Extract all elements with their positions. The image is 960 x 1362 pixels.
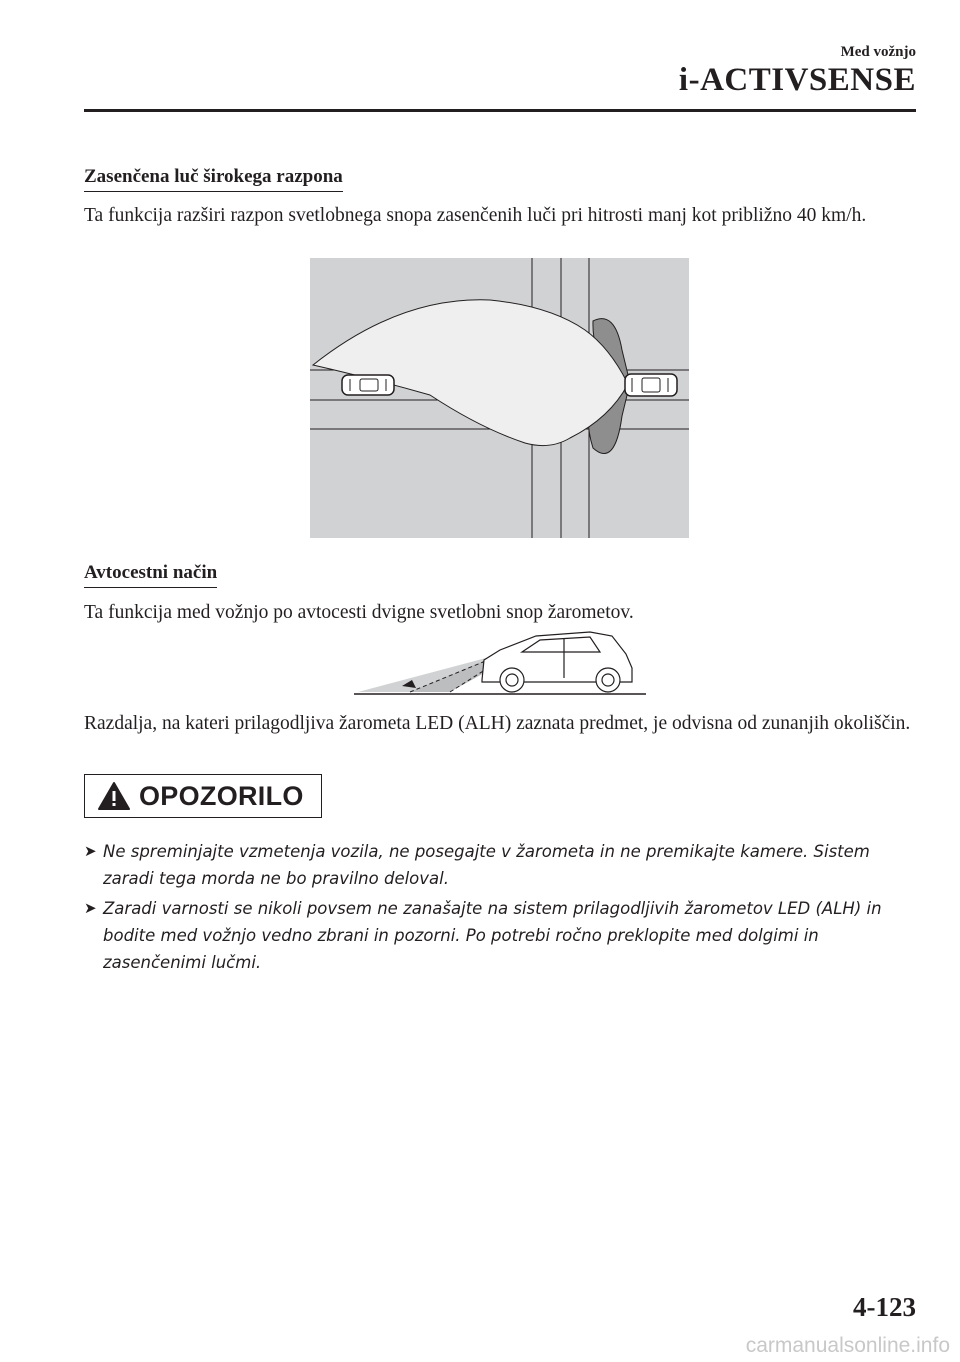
page-number: 4-123 (853, 1292, 916, 1322)
header-section-label: Med vožnjo (840, 44, 916, 60)
car-right-icon (625, 374, 677, 396)
car-left-icon (342, 375, 394, 395)
paragraph-wide-low-beam: Ta funkcija razširi razpon svetlobnega snopa zasenčenih luči pri hitrosti manj kot približno 40 km/h. (84, 205, 867, 226)
section-heading-wide-low-beam: Zasenčena luč širokega razpona (84, 166, 343, 192)
warning-item-text: Ne spreminjajte vzmetenja vozila, ne posegajte v žarometa in ne premikajte kamere. Sistem zaradi tega morda ne bo pravilno deloval. (103, 842, 870, 888)
suv-side-icon (482, 632, 632, 692)
motorway-beam-illustration (350, 628, 646, 698)
warning-item (84, 838, 914, 892)
paragraph-detection-note: Razdalja, na kateri prilagodljiva žarometa LED (ALH) zaznata predmet, je odvisna od zunanjih okoliščin. (84, 713, 911, 734)
watermark: carmanualsonline.info (745, 1334, 950, 1357)
warning-triangle-icon (97, 781, 131, 811)
warning-item (84, 895, 914, 976)
warning-box (84, 774, 322, 818)
arrow-bullet-icon: ➤ (84, 842, 97, 860)
arrow-bullet-icon: ➤ (84, 899, 97, 917)
header-chapter-title: i-ACTIVSENSE (678, 62, 916, 98)
header-rule (84, 109, 916, 112)
warning-label: OPOZORILO (139, 780, 304, 811)
warning-list (84, 838, 914, 979)
paragraph-motorway-mode: Ta funkcija med vožnjo po avtocesti dvigne svetlobni snop žarometov. (84, 602, 634, 623)
section-heading-motorway-mode: Avtocestni način (84, 562, 217, 588)
intersection-beam-illustration (310, 258, 689, 538)
warning-item-text: Zaradi varnosti se nikoli povsem ne zanašajte na sistem prilagodljivih žarometov LED (ALH) in bodite med vožnjo vedno zbrani in pozorni. Po potrebi ročno preklopite med dolgimi in zasenčenimi lučmi. (103, 899, 882, 972)
